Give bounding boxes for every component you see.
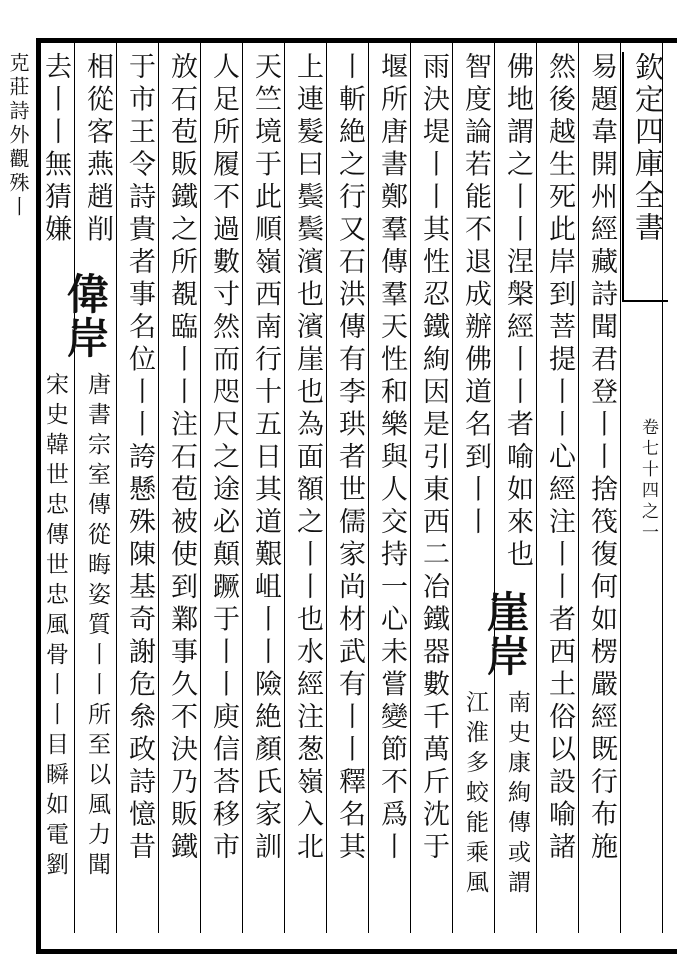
text-column: 上連髮曰鬓鬓濱也濱崖也為面額之丨丨也水經注葱嶺入北 [292,52,323,865]
entry-headword: 崖岸 [481,590,530,678]
entry-note: 南史康絢傳或謂 [504,690,530,900]
text-column: 易題韋開州經藏詩聞君登丨丨捨筏復何如楞嚴經既行布施 [586,52,617,865]
text-column: 于市王令詩貴者事名位丨丨誇懸殊陳基奇謝危叅政詩憶昔 [124,52,155,865]
text-column: 天竺境于此順嶺西南行十五日其道艱岨丨丨險絶顏氏家訓 [250,52,281,865]
column-rule [74,43,75,933]
text-column: 雨決堤丨丨其性忍鐵絢因是引東西二冶鐵器數千萬斤沈于 [418,52,449,865]
text-column: 人足所履不過數寸然而咫尺之途必顛蹶于丨丨庾信荅移市 [208,52,239,865]
column-rule [620,43,621,933]
column-rule [158,43,159,933]
text-column: 丨斬絶之行又石洪傳有李珙者世儒家尚材武有丨丨釋名其 [334,52,365,865]
text-column: 然後越生死此岸到菩提丨丨心經注丨丨者西土俗以設喻諸 [544,52,575,865]
text-column: 克莊詩外觀殊丨 [6,52,30,220]
left-strip [0,43,36,933]
column-rule [200,43,201,933]
text-column: 智度論若能不退成辦佛道名到丨丨 [460,52,491,540]
volume-label: 卷七十四之一 [638,418,658,544]
column-rule [242,43,243,933]
text-column: 放石苞販鐵之所覩臨丨丨注石苞被使到鄴事久不決乃販鐵 [166,52,197,865]
column-rule [536,43,537,933]
title-bracket [622,300,668,334]
text-column: 佛地謂之丨丨涅槃經丨丨者喻如來也 [502,52,533,572]
text-column: 去丨丨無猜嫌 [40,52,71,247]
text-column: 相從客燕趙削 [82,52,113,247]
column-rule [578,43,579,933]
column-rule [284,43,285,933]
column-rule [326,43,327,933]
book-title: 欽定四庫全書 [622,52,668,300]
column-rule [116,43,117,933]
column-rule [368,43,369,933]
column-rule [410,43,411,933]
entry-note: 唐書宗室傳從晦姿質丨丨所至以風力聞 [84,372,110,882]
text-column: 堰所唐書鄭羣傳羣天性和樂與人交持一心未嘗變節不爲丨 [376,52,407,865]
entry-headword: 偉岸 [61,272,110,360]
column-rule [494,43,495,933]
entry-note: 江淮多蛟能乘風 [462,690,488,900]
entry-note: 宋史韓世忠傳世忠風骨丨丨目瞬如電劉 [42,372,68,882]
column-rule [452,43,453,933]
